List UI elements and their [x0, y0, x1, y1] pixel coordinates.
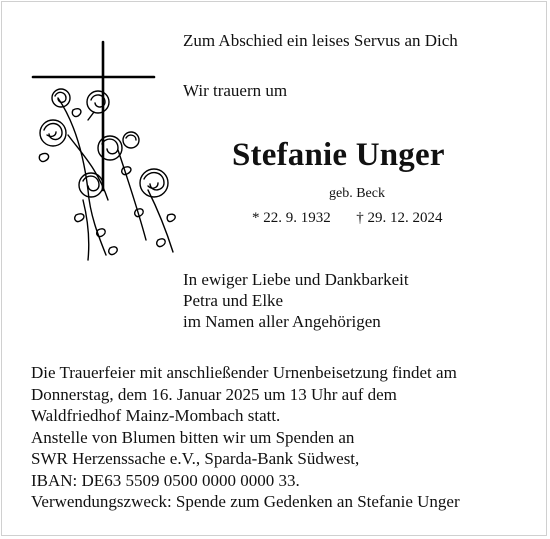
notice-line: IBAN: DE63 5509 0500 0000 0000 33.	[31, 470, 300, 490]
death-date: † 29. 12. 2024	[356, 210, 443, 226]
deceased-name: Stefanie Unger	[232, 137, 445, 173]
family-line: im Namen aller Angehörigen	[183, 312, 381, 331]
funeral-notice	[31, 362, 460, 513]
notice-line: SWR Herzenssache e.V., Sparda-Bank Südwest,	[31, 449, 360, 468]
family-signature	[183, 269, 409, 332]
notice-line: Waldfriedhof Mainz-Mombach statt.	[31, 406, 281, 425]
birth-date: * 22. 9. 1932	[252, 210, 331, 226]
family-line: In ewiger Liebe und Dankbarkeit	[183, 270, 409, 289]
notice-line: Die Trauerfeier mit anschließender Urnenbeisetzung findet am	[31, 363, 457, 382]
family-line: Petra und Elke	[183, 291, 284, 310]
life-dates	[252, 210, 443, 227]
mourning-line: Wir trauern um	[183, 81, 288, 100]
intro-line: Zum Abschied ein leises Servus an Dich	[183, 31, 458, 50]
notice-line: Donnerstag, dem 16. Januar 2025 um 13 Uhr auf dem	[31, 384, 397, 404]
maiden-name: geb. Beck	[329, 186, 385, 201]
notice-line: Verwendungszweck: Spende zum Gedenken an Stefanie Unger	[31, 492, 460, 511]
cross-with-roses-icon	[28, 40, 196, 265]
notice-line: Anstelle von Blumen bitten wir um Spenden an	[31, 427, 355, 447]
